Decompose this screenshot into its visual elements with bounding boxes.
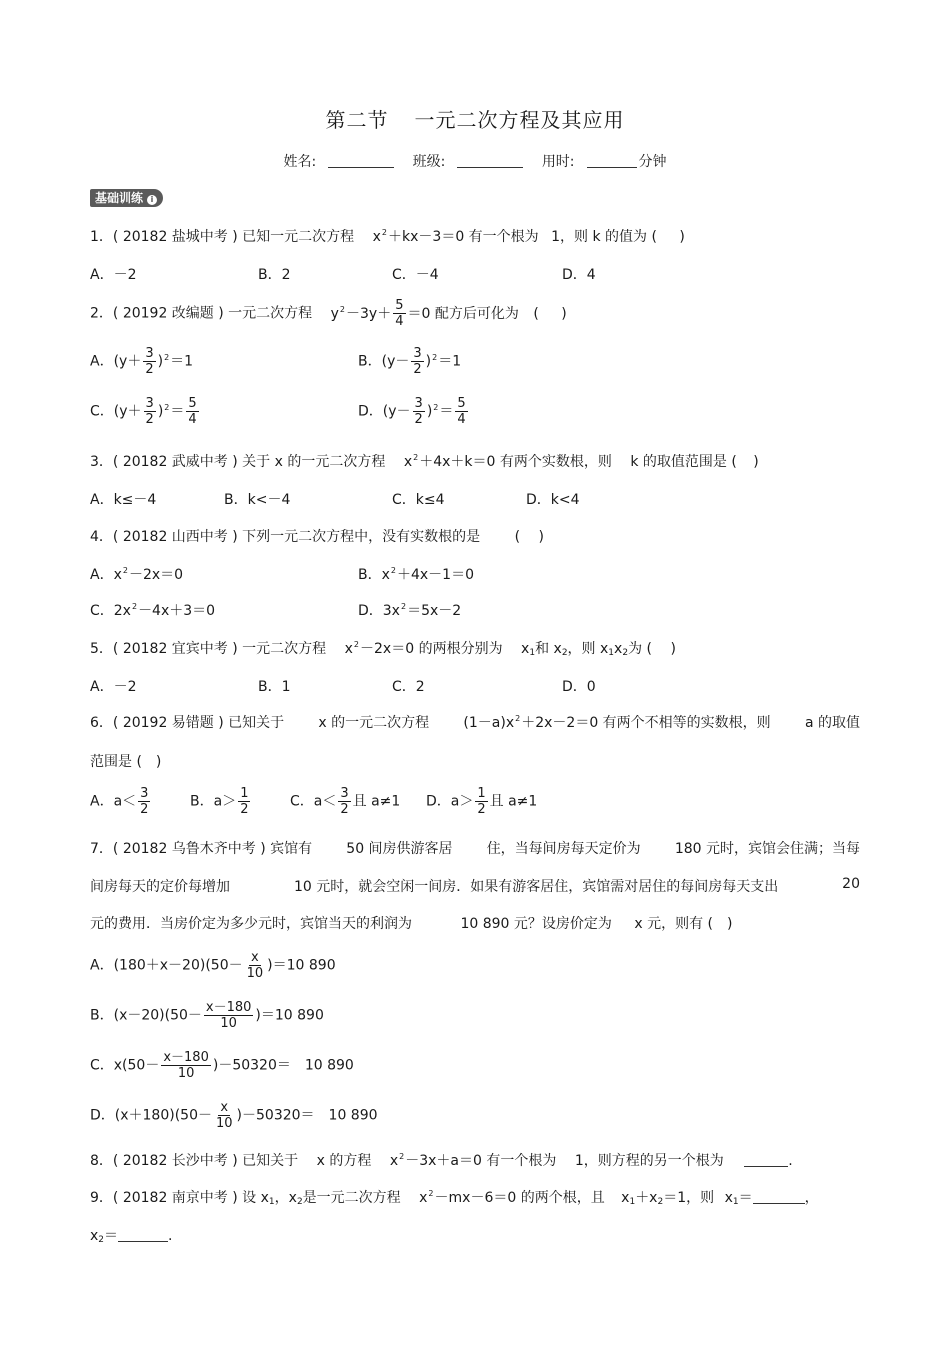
q7-l2-a: 间房每天的定价每增加 bbox=[90, 879, 230, 895]
q2-b-post: ) bbox=[425, 353, 432, 370]
q9-answer-1 bbox=[725, 1190, 819, 1206]
q9-sum bbox=[621, 1190, 714, 1206]
q2-d-letter: D． bbox=[358, 403, 383, 420]
q4-b-sup: 2 bbox=[390, 566, 396, 575]
q5-x2-sub: 2 bbox=[561, 648, 568, 658]
q2-paren-open: ( bbox=[533, 305, 539, 322]
q3-option-b[interactable]: B．k<－4 bbox=[224, 492, 291, 508]
q3-option-c[interactable]: C．k≤4 bbox=[392, 492, 445, 508]
q7-c-pre: C．x(50－ bbox=[90, 1057, 160, 1074]
q7-d-post: )－50320＝ 10 890 bbox=[236, 1107, 378, 1124]
q2-option-d[interactable] bbox=[358, 396, 470, 427]
section-number: 第二节 bbox=[325, 108, 389, 132]
q8-eq-exp: 2 bbox=[399, 1152, 405, 1161]
q6-option-b[interactable] bbox=[190, 786, 252, 817]
q6-c-frac bbox=[338, 786, 350, 817]
q7-option-b[interactable] bbox=[90, 1000, 324, 1031]
q8-stem-c: 1，则方程的另一个根为 bbox=[574, 1153, 724, 1169]
q9-sum-a: x bbox=[621, 1190, 630, 1206]
q1-stem-b: 1，则 k 的值为 ( bbox=[551, 229, 657, 245]
q2-d-sup: 2 bbox=[433, 402, 439, 412]
q4-option-b[interactable] bbox=[358, 564, 474, 584]
q9-ans-a: x bbox=[724, 1190, 733, 1206]
q7-option-a[interactable] bbox=[90, 950, 336, 981]
q7-d-pre: D．(x＋180)(50－ bbox=[90, 1107, 212, 1124]
q4-b-pre: B．x bbox=[358, 567, 390, 583]
time-unit: 分钟 bbox=[638, 154, 667, 170]
q2-a-letter: A． bbox=[90, 353, 114, 370]
q7-l1-a: 7．( 20182 乌鲁木齐中考 ) 宾馆有 bbox=[90, 841, 313, 857]
q9-sum-b: ＋x bbox=[635, 1190, 658, 1206]
q9-equation bbox=[419, 1190, 605, 1206]
q9-eq-rest: －mx－6＝0 的两个根，且 bbox=[434, 1190, 605, 1206]
q5-roots bbox=[521, 641, 652, 657]
q3-paren-close: ) bbox=[753, 454, 759, 470]
q9-stem-b: ，x bbox=[274, 1190, 297, 1206]
q7-d-num: x bbox=[220, 1100, 229, 1115]
q7-b-den: 10 bbox=[220, 1016, 237, 1031]
q5-paren-close: ) bbox=[670, 641, 676, 657]
q7-a-pre: A．(180＋x－20)(50－ bbox=[90, 957, 243, 974]
q7-b-post: )＝10 890 bbox=[255, 1007, 324, 1024]
q3-stem: 3．( 20182 武威中考 ) 关于 x 的一元二次方程 bbox=[90, 454, 386, 470]
q6-option-d[interactable] bbox=[426, 786, 537, 817]
q4-paren-open: ( bbox=[514, 529, 521, 545]
q6-option-a[interactable] bbox=[90, 786, 152, 817]
q2-c-den: 2 bbox=[145, 412, 154, 427]
q9-eq-var: x bbox=[419, 1190, 428, 1206]
question-6-line-2: 范围是 ( ) bbox=[90, 754, 162, 770]
q2-d-rden: 4 bbox=[457, 412, 466, 427]
q5-then: ，则 bbox=[567, 641, 596, 657]
q5-x2: x bbox=[553, 641, 562, 657]
q2-equation bbox=[330, 298, 519, 329]
q5-and: 和 bbox=[535, 641, 550, 657]
q6-c-num: 3 bbox=[340, 786, 349, 801]
q3-eq-exp: 2 bbox=[413, 453, 419, 462]
q2-d-rnum: 5 bbox=[457, 396, 466, 411]
q6-b-num: 1 bbox=[240, 786, 249, 801]
q6-a-den: 2 bbox=[140, 802, 149, 817]
q6-stem-b: x 的一元二次方程 bbox=[318, 715, 430, 731]
q2-d-frac bbox=[413, 396, 425, 427]
q6-stem: 6．( 20192 易错题 ) 已知关于 bbox=[90, 715, 285, 731]
q5-eq-exp: 2 bbox=[353, 640, 360, 649]
name-blank[interactable] bbox=[328, 153, 394, 168]
q4-stem: 4．( 20182 山西中考 ) 下列一元二次方程中，没有实数根的是 bbox=[90, 529, 481, 545]
page-title bbox=[0, 104, 950, 133]
q2-eq-var: y bbox=[330, 305, 339, 322]
q2-d-rhs: ＝ bbox=[439, 403, 454, 420]
q4-b-post: ＋4x－1＝0 bbox=[396, 567, 474, 583]
time-label: 用时: bbox=[541, 154, 575, 170]
q2-eq-mid: －3y＋ bbox=[346, 305, 392, 322]
q2-b-pre: (y－ bbox=[381, 353, 410, 370]
q5-option-a[interactable]: A．－2 bbox=[90, 679, 137, 695]
q9-sum-s2: 2 bbox=[657, 1197, 664, 1207]
question-9-line-2 bbox=[90, 1225, 172, 1245]
q4-option-d[interactable] bbox=[358, 600, 461, 620]
q2-stem: 2．( 20192 改编题 ) 一元二次方程 bbox=[90, 305, 313, 322]
q6-c-post: 且 a≠1 bbox=[352, 793, 401, 810]
q1-option-b[interactable]: B．2 bbox=[258, 267, 291, 283]
q2-d-den: 2 bbox=[414, 412, 423, 427]
q2-a-rhs: ＝1 bbox=[170, 353, 194, 370]
q7-a-post: )＝10 890 bbox=[267, 957, 336, 974]
q8-end: . bbox=[788, 1153, 793, 1169]
q4-option-c[interactable] bbox=[90, 600, 215, 620]
q7-a-num: x bbox=[251, 950, 259, 965]
q2-c-letter: C． bbox=[90, 403, 114, 420]
q6-d-pre: D．a＞ bbox=[426, 793, 474, 810]
q5-option-d[interactable]: D．0 bbox=[562, 679, 596, 695]
q2-c-rden: 4 bbox=[188, 412, 197, 427]
q8-equation bbox=[390, 1153, 557, 1169]
q2-frac-den: 4 bbox=[395, 314, 404, 329]
q2-frac-num: 5 bbox=[395, 298, 404, 313]
question-6 bbox=[90, 712, 860, 732]
q9-sum-s1: 1 bbox=[629, 1197, 636, 1207]
q6-a-frac bbox=[138, 786, 150, 817]
q6-b-frac bbox=[238, 786, 250, 817]
q5-p2: x bbox=[614, 641, 623, 657]
q6-b-den: 2 bbox=[240, 802, 249, 817]
q6-c-den: 2 bbox=[340, 802, 349, 817]
q6-eq-rest: ＋2x－2＝0 有两个不相等的实数根，则 bbox=[521, 715, 771, 731]
q1-stem: 1．( 20182 盐城中考 ) 已知一元二次方程 bbox=[90, 229, 355, 245]
q7-option-d[interactable] bbox=[90, 1100, 378, 1131]
q3-eq-rest: ＋4x＋k＝0 有两个实数根，则 bbox=[419, 454, 612, 470]
q6-a-pre: A．a＜ bbox=[90, 793, 137, 810]
q2-d-num: 3 bbox=[414, 396, 423, 411]
q2-b-letter: B． bbox=[358, 353, 382, 370]
q9-stem: 9．( 20182 南京中考 ) 设 x bbox=[90, 1190, 269, 1206]
question-2 bbox=[90, 298, 567, 329]
q4-paren-close: ) bbox=[538, 529, 545, 545]
q2-eq-exp: 2 bbox=[339, 304, 346, 314]
q9-l2-b: ＝ bbox=[104, 1228, 119, 1244]
q8-stem-b: x 的方程 bbox=[316, 1153, 372, 1169]
question-7-line-2 bbox=[90, 876, 860, 896]
q9-answer-1-blank[interactable] bbox=[753, 1191, 805, 1204]
q6-b-pre: B．a＞ bbox=[190, 793, 237, 810]
question-7-line-1 bbox=[90, 838, 860, 858]
q9-answer-2-blank[interactable] bbox=[118, 1229, 168, 1242]
q2-c-sup: 2 bbox=[164, 402, 170, 412]
q2-paren-close: ) bbox=[561, 305, 567, 322]
q2-d-rhs-frac bbox=[455, 396, 467, 427]
q8-stem: 8．( 20182 长沙中考 ) 已知关于 bbox=[90, 1153, 299, 1169]
q1-option-c[interactable]: C．－4 bbox=[392, 267, 439, 283]
q2-c-rnum: 5 bbox=[188, 396, 197, 411]
q4-c-post: －4x＋3＝0 bbox=[138, 603, 216, 619]
q2-b-frac bbox=[411, 346, 423, 377]
q6-d-den: 2 bbox=[477, 802, 486, 817]
q9-end: . bbox=[168, 1228, 173, 1244]
q1-option-a[interactable]: A．－2 bbox=[90, 267, 137, 283]
q5-tail: 为 ( bbox=[628, 641, 652, 657]
q7-l2-b: 10 元时，就会空闲一间房．如果有游客居住，宾馆需对居住的每间房每天支出 bbox=[293, 879, 779, 895]
q2-c-pre: (y＋ bbox=[113, 403, 142, 420]
q1-equation bbox=[373, 229, 539, 245]
q2-c-rhs-frac bbox=[186, 396, 198, 427]
q4-a-sup: 2 bbox=[122, 566, 128, 575]
q7-c-den: 10 bbox=[177, 1066, 195, 1081]
q7-l3-a: 元的费用．当房价定为多少元时，宾馆当天的利润为 bbox=[90, 916, 412, 932]
q9-ans-b: ＝ bbox=[738, 1190, 753, 1206]
q2-b-num: 3 bbox=[413, 346, 422, 361]
q6-eq-a: (1－a)x bbox=[463, 715, 515, 731]
q7-l3-b: 10 890 元？设房价定为 bbox=[460, 916, 612, 932]
q2-b-den: 2 bbox=[413, 362, 422, 377]
q5-stem: 5．( 20182 宜宾中考 ) 一元二次方程 bbox=[90, 641, 327, 657]
student-info-row bbox=[0, 151, 950, 171]
q5-x1: x bbox=[521, 641, 530, 657]
q2-b-sup: 2 bbox=[432, 352, 438, 362]
question-3 bbox=[90, 451, 759, 471]
section-name: 一元二次方程及其应用 bbox=[414, 108, 625, 132]
q5-equation bbox=[345, 641, 503, 657]
q5-x1-sub: 1 bbox=[529, 648, 536, 658]
q9-ans-s: 1 bbox=[732, 1197, 739, 1207]
q9-l2-s: 2 bbox=[98, 1235, 105, 1245]
q5-eq-var: x bbox=[344, 641, 353, 657]
q7-l3-c: x 元，则有 ( ) bbox=[634, 916, 733, 932]
q7-l1-c: 住，当每间房每天定价为 bbox=[486, 841, 641, 857]
question-7-line-3 bbox=[90, 913, 732, 933]
q4-a-pre: A．x bbox=[90, 567, 122, 583]
q9-l2-a: x bbox=[90, 1228, 99, 1244]
name-label: 姓名: bbox=[283, 154, 317, 170]
question-5 bbox=[90, 638, 676, 658]
q3-option-a[interactable]: A．k≤－4 bbox=[90, 492, 157, 508]
q6-a-num: 3 bbox=[140, 786, 149, 801]
section-badge-label: 基础训练 bbox=[95, 191, 144, 205]
q7-c-num: x－180 bbox=[163, 1050, 209, 1065]
q7-c-frac bbox=[161, 1050, 211, 1081]
q2-option-b[interactable] bbox=[358, 346, 461, 377]
q9-stem-c: 是一元二次方程 bbox=[302, 1190, 401, 1206]
q4-d-post: ＝5x－2 bbox=[407, 603, 462, 619]
q2-a-num: 3 bbox=[145, 346, 154, 361]
q1-eq-var: x bbox=[372, 229, 381, 245]
q7-d-frac bbox=[214, 1100, 235, 1131]
q3-option-d[interactable]: D．k<4 bbox=[526, 492, 580, 508]
q7-l1-d: 180 元时，宾馆会住满；当每 bbox=[674, 841, 860, 857]
q2-a-pre: (y＋ bbox=[113, 353, 142, 370]
q7-d-den: 10 bbox=[216, 1116, 233, 1131]
q7-b-num: x－180 bbox=[205, 1000, 252, 1015]
q7-b-pre: B．(x－20)(50－ bbox=[90, 1007, 202, 1024]
q6-d-post: 且 a≠1 bbox=[489, 793, 538, 810]
q9-sum-c: ＝1，则 bbox=[663, 1190, 715, 1206]
q8-eq-rest: －3x＋a＝0 有一个根为 bbox=[405, 1153, 557, 1169]
q5-p2-sub: 2 bbox=[622, 648, 629, 658]
question-9 bbox=[90, 1187, 819, 1207]
q4-c-pre: C．2x bbox=[90, 603, 131, 619]
q6-d-num: 1 bbox=[477, 786, 486, 801]
q2-c-rhs: ＝ bbox=[170, 403, 185, 420]
q4-d-pre: D．3x bbox=[358, 603, 400, 619]
q4-option-a[interactable] bbox=[90, 564, 183, 584]
q9-s1: 1 bbox=[268, 1197, 275, 1207]
q7-c-post: )－50320＝ 10 890 bbox=[212, 1057, 354, 1074]
q1-eq-rest: ＋kx－3＝0 有一个根为 bbox=[388, 229, 539, 245]
q1-option-d[interactable]: D．4 bbox=[562, 267, 596, 283]
q5-p1-sub: 1 bbox=[608, 648, 615, 658]
q6-eq-exp: 2 bbox=[515, 714, 521, 723]
q9-s2: 2 bbox=[296, 1197, 303, 1207]
q8-eq-var: x bbox=[389, 1153, 399, 1169]
q2-eq-rest: ＝0 配方后可化为 bbox=[407, 305, 519, 322]
badge-info-icon: i bbox=[147, 195, 157, 205]
q2-option-c[interactable] bbox=[90, 396, 201, 427]
q2-option-a[interactable] bbox=[90, 346, 193, 377]
q6-equation bbox=[463, 712, 770, 732]
q5-option-b[interactable]: B．1 bbox=[258, 679, 291, 695]
q7-a-frac bbox=[245, 950, 266, 981]
q7-option-c[interactable] bbox=[90, 1050, 354, 1081]
section-badge bbox=[90, 189, 163, 207]
class-label: 班级: bbox=[412, 154, 446, 170]
q2-fraction bbox=[393, 298, 405, 329]
question-1 bbox=[90, 226, 685, 246]
q3-eq-var: x bbox=[403, 454, 413, 470]
q5-option-c[interactable]: C．2 bbox=[392, 679, 425, 695]
q2-a-frac bbox=[143, 346, 155, 377]
q2-b-rhs: ＝1 bbox=[438, 353, 462, 370]
q3-stem-b: k 的取值范围是 ( bbox=[630, 454, 737, 470]
q2-a-sup: 2 bbox=[164, 352, 170, 362]
class-blank[interactable] bbox=[457, 153, 523, 168]
q6-d-frac bbox=[475, 786, 487, 817]
q2-a-den: 2 bbox=[145, 362, 154, 377]
q5-eq-rest: －2x＝0 的两根分别为 bbox=[360, 641, 503, 657]
q2-c-frac bbox=[144, 396, 156, 427]
q4-a-post: －2x＝0 bbox=[128, 567, 184, 583]
q6-stem-c: a 的取值 bbox=[804, 715, 860, 731]
q3-equation bbox=[404, 454, 612, 470]
q7-l2-c: 20 bbox=[842, 876, 860, 892]
q1-eq-exp: 2 bbox=[381, 228, 388, 237]
q9-eq-exp: 2 bbox=[428, 1189, 434, 1198]
time-blank[interactable] bbox=[587, 153, 637, 168]
q4-d-sup: 2 bbox=[400, 602, 407, 611]
q2-d-post: ) bbox=[426, 403, 433, 420]
q7-l1-b: 50 间房供游客居 bbox=[346, 841, 453, 857]
question-8 bbox=[90, 1150, 793, 1170]
q9-comma: ， bbox=[804, 1190, 819, 1206]
q7-b-frac bbox=[204, 1000, 254, 1031]
q1-paren-close: ) bbox=[679, 229, 685, 245]
q6-option-c[interactable] bbox=[290, 786, 400, 817]
q4-c-sup: 2 bbox=[131, 602, 138, 611]
q2-d-pre: (y－ bbox=[382, 403, 411, 420]
q2-c-post: ) bbox=[157, 403, 164, 420]
q8-answer-blank[interactable] bbox=[744, 1154, 788, 1167]
q5-p1: x bbox=[600, 641, 609, 657]
q2-c-num: 3 bbox=[145, 396, 154, 411]
q7-a-den: 10 bbox=[246, 966, 264, 981]
q2-a-post: ) bbox=[157, 353, 164, 370]
q6-c-pre: C．a＜ bbox=[290, 793, 337, 810]
question-4 bbox=[90, 526, 544, 546]
